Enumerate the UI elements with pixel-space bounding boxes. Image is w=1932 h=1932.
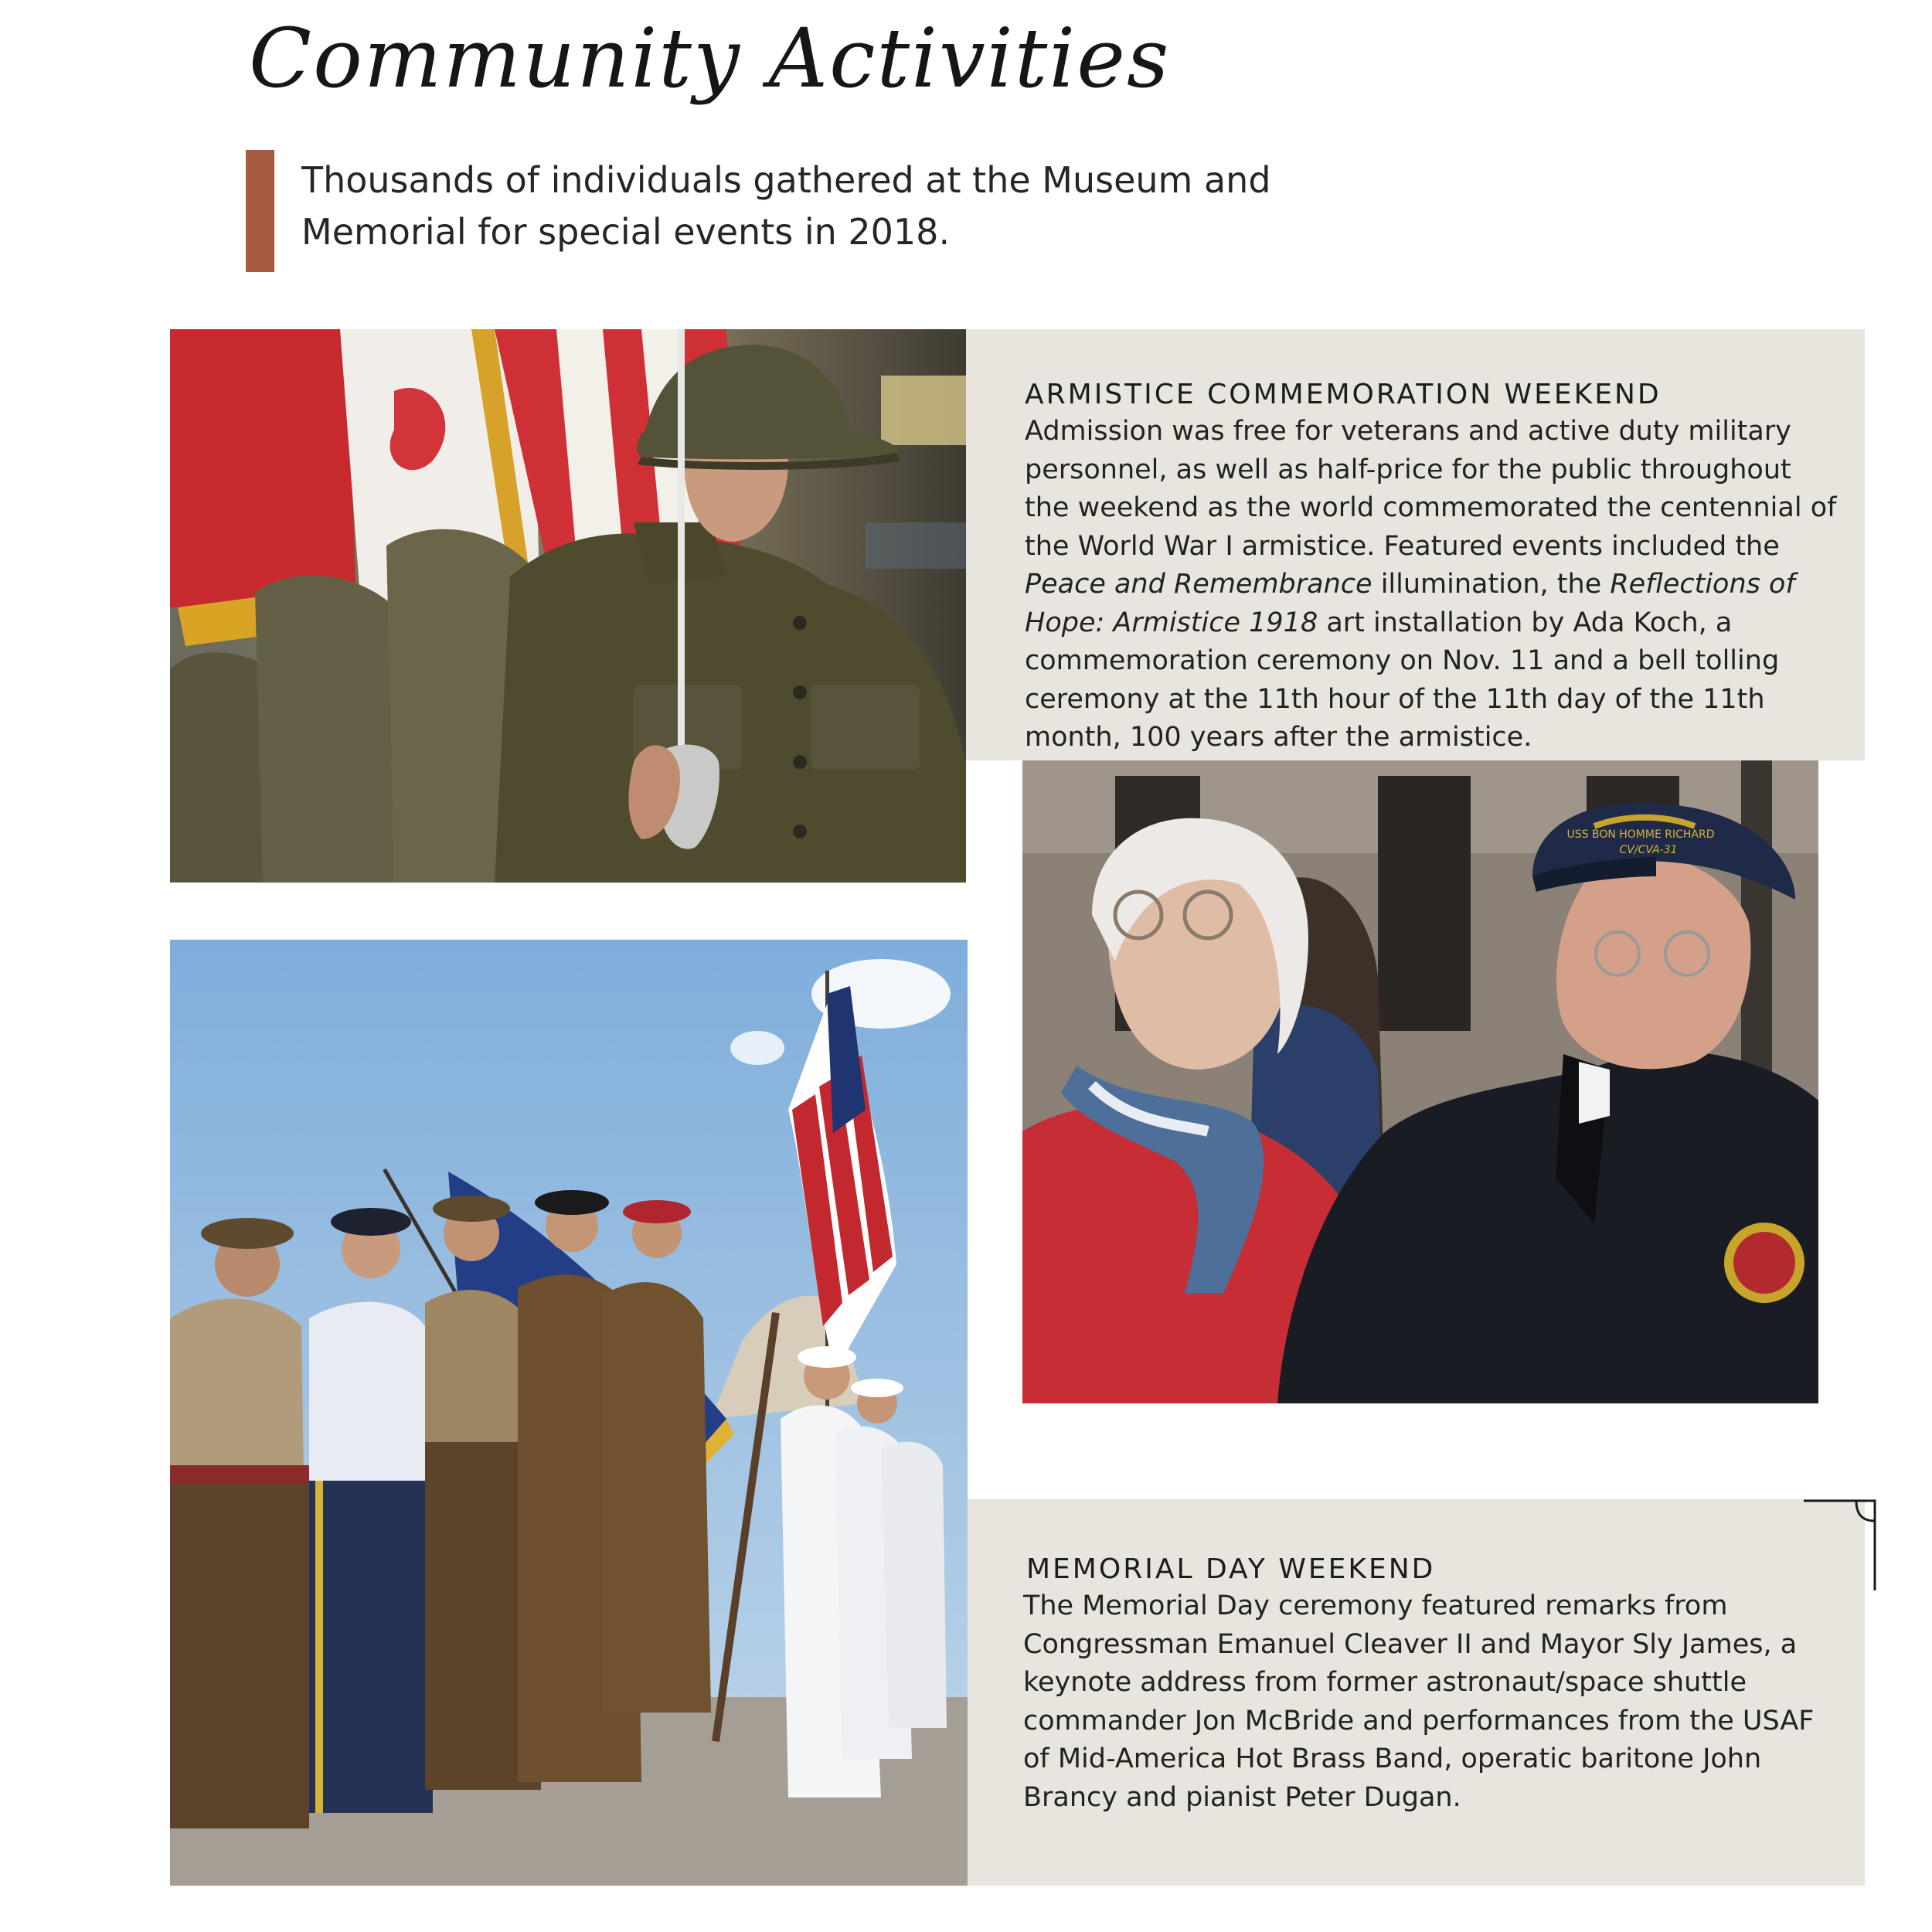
- couple-illustration: [1022, 760, 1818, 1403]
- photo-memorial-day-salute: [170, 940, 968, 1886]
- armistice-italic-peace-and-remembrance: Peace and Remembrance: [1025, 569, 1372, 600]
- armistice-text-part-2: illumination, the: [1372, 569, 1611, 600]
- accent-bar: [246, 150, 274, 272]
- intro-text: [301, 155, 1306, 258]
- intro-line-1: Thousands of individuals gathered at the Museum and: [301, 159, 1271, 201]
- armistice-panel: [966, 329, 1865, 760]
- corner-ornament-icon: [1801, 1499, 1886, 1592]
- armistice-text: [1025, 413, 1844, 757]
- photo-wwi-soldier: [170, 329, 966, 883]
- cap-text-hull-number: CV/CVA-31: [1619, 844, 1678, 856]
- intro-line-2: Memorial for special events in 2018.: [301, 211, 951, 253]
- memorial-day-panel: [968, 1499, 1865, 1886]
- armistice-italic-reflections-of-hope: Reflections of Hope: Armistice 1918: [1025, 569, 1795, 638]
- memorial-day-text: The Memorial Day ceremony featured remarks from Congressman Emanuel Cleaver II and Mayor Sly James, a keynote address from former astronaut/space shuttle commander Jon McBride and performances from the USAF of Mid-America Hot Brass Band, operatic baritone John Brancy and pianist Peter Dugan.: [1023, 1590, 1815, 1813]
- memorial-day-heading: MEMORIAL DAY WEEKEND: [1026, 1553, 1436, 1585]
- soldier-illustration: [170, 329, 966, 883]
- armistice-text-part-1: Admission was free for veterans and active duty military personnel, as well as half-price for the public throughout the weekend as the world commemorated the centennial of the World War I armistice. Featured events included the: [1025, 416, 1837, 562]
- salute-illustration: [170, 940, 968, 1886]
- page-title: Community Activities: [249, 11, 1171, 106]
- cap-text-ship-name: USS BON HOMME RICHARD: [1566, 828, 1715, 841]
- armistice-heading: ARMISTICE COMMEMORATION WEEKEND: [1025, 379, 1662, 410]
- armistice-text-part-3: art installation by Ada Koch, a commemoration ceremony on Nov. 11 and a bell tolling ceremony at the 11th hour of the 11th day of the 11th month, 100 years after the armistice.: [1025, 607, 1780, 753]
- photo-veteran-couple: [1022, 760, 1818, 1403]
